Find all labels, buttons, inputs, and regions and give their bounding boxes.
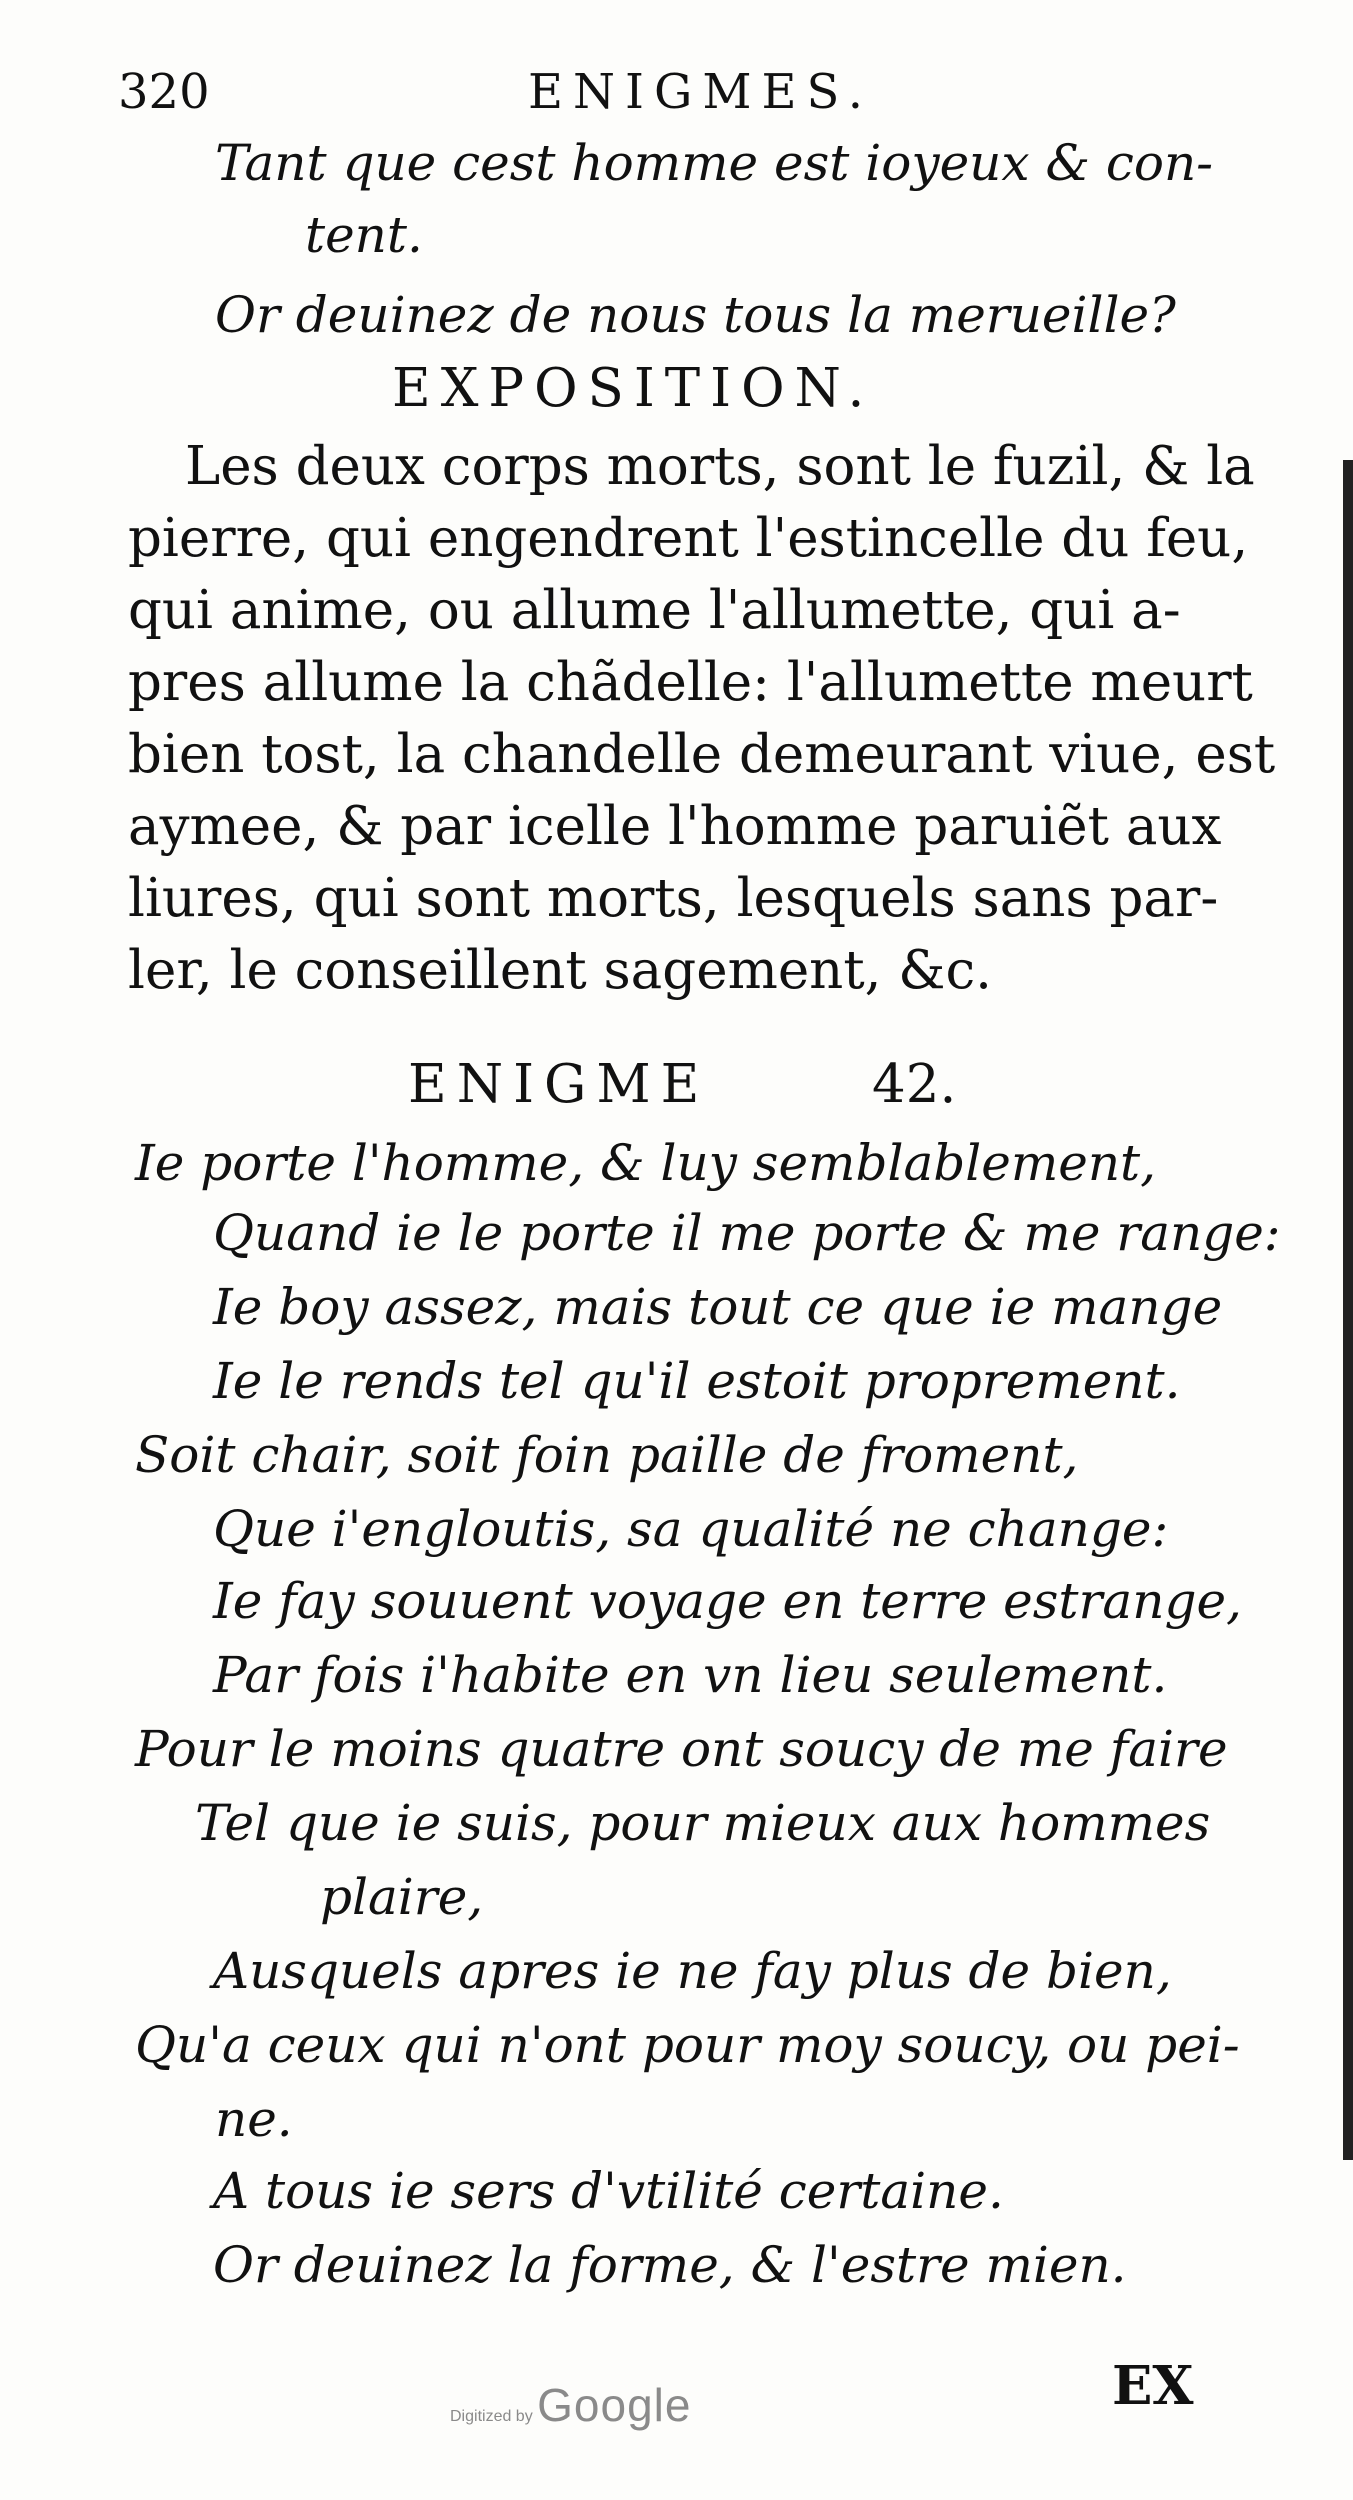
page-edge-shadow xyxy=(1343,460,1353,2160)
enigme-line-14: ne. xyxy=(215,2090,293,2148)
enigme-line-4: Ie le rends tel qu'il estoit proprement. xyxy=(213,1352,1181,1410)
exposition-line-4: pres allume la chãdelle: l'allumette meurt xyxy=(128,652,1253,713)
enigme-line-15: A tous ie sers d'vtilité certaine. xyxy=(213,2162,1004,2220)
exposition-line-6: aymee, & par icelle l'homme paruiẽt aux xyxy=(128,796,1222,857)
enigme-heading: ENIGME xyxy=(408,1054,710,1115)
enigme-line-5: Soit chair, soit foin paille de froment, xyxy=(135,1426,1079,1484)
running-title: ENIGMES. xyxy=(528,64,873,120)
enigme-line-8: Par fois i'habite en vn lieu seulement. xyxy=(213,1646,1168,1704)
page-number: 320 xyxy=(118,64,210,120)
google-watermark xyxy=(450,2378,692,2432)
enigme-line-13: Qu'a ceux qui n'ont pour moy soucy, ou pei- xyxy=(135,2016,1240,2074)
watermark-prefix: Digitized by xyxy=(450,2408,533,2425)
enigme-line-10: Tel que ie suis, pour mieux aux hommes xyxy=(195,1794,1211,1852)
exposition-line-1: Les deux corps morts, sont le fuzil, & la xyxy=(185,436,1255,497)
watermark-brand: Google xyxy=(537,2379,692,2431)
enigme-line-3: Ie boy assez, mais tout ce que ie mange xyxy=(213,1278,1223,1336)
riddle-line-2: tent. xyxy=(305,206,423,264)
exposition-line-5: bien tost, la chandelle demeurant viue, est xyxy=(128,724,1276,785)
catchword: EX xyxy=(1112,2355,1194,2417)
exposition-heading: EXPOSITION. xyxy=(392,358,875,419)
riddle-line-3: Or deuinez de nous tous la merueille? xyxy=(215,286,1176,344)
exposition-line-2: pierre, qui engendrent l'estincelle du feu, xyxy=(128,508,1249,569)
enigme-line-1: Ie porte l'homme, & luy semblablement, xyxy=(135,1134,1157,1192)
enigme-number: 42. xyxy=(872,1054,957,1115)
enigme-line-7: Ie fay souuent voyage en terre estrange, xyxy=(213,1572,1242,1630)
exposition-line-7: liures, qui sont morts, lesquels sans par- xyxy=(128,868,1219,929)
exposition-line-8: ler, le conseillent sagement, &c. xyxy=(128,940,993,1001)
enigme-line-16: Or deuinez la forme, & l'estre mien. xyxy=(213,2236,1127,2294)
enigme-line-11: plaire, xyxy=(320,1868,484,1926)
riddle-line-1: Tant que cest homme est ioyeux & con- xyxy=(215,134,1214,192)
exposition-line-3: qui anime, ou allume l'allumette, qui a- xyxy=(128,580,1181,641)
enigme-line-12: Ausquels apres ie ne fay plus de bien, xyxy=(213,1942,1172,2000)
enigme-line-6: Que i'engloutis, sa qualité ne change: xyxy=(213,1500,1169,1558)
enigme-line-2: Quand ie le porte il me porte & me range: xyxy=(213,1204,1281,1262)
enigme-line-9: Pour le moins quatre ont soucy de me faire xyxy=(135,1720,1228,1778)
